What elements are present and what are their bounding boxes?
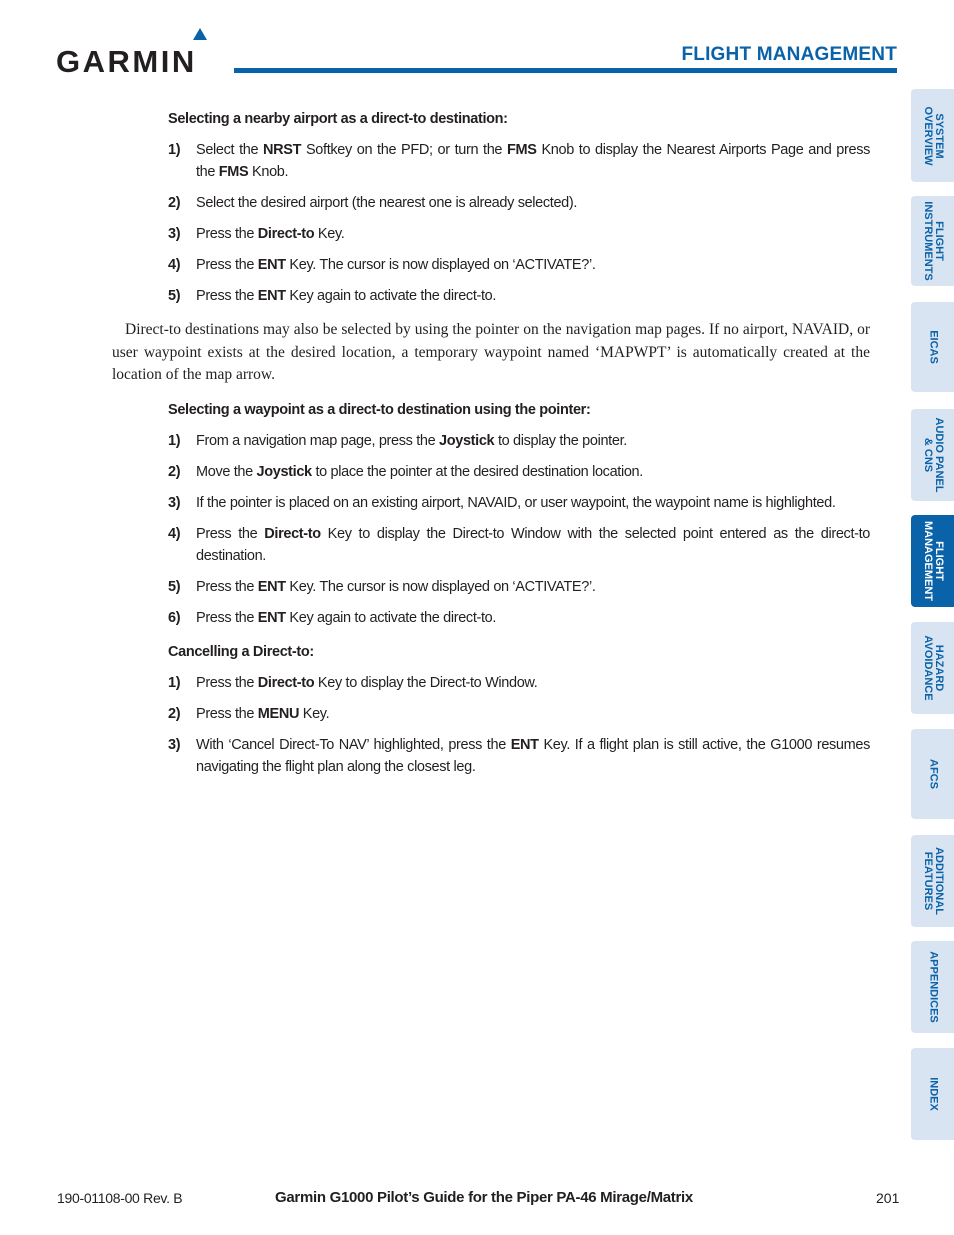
tab-label: [927, 330, 938, 364]
step-text: Key again to activate the direct-to.: [285, 288, 497, 304]
tab-label-line: INDEX: [927, 1077, 939, 1111]
step-keyword: MENU: [257, 705, 300, 722]
step-number: 5): [168, 288, 181, 304]
tab-hazard-avoidance[interactable]: [911, 622, 954, 714]
tab-eicas[interactable]: [911, 302, 954, 392]
step-item: [112, 703, 870, 725]
step-item: [112, 430, 870, 452]
tab-label: [927, 951, 938, 1023]
section-heading: Selecting a waypoint as a direct-to destination using the pointer:: [168, 401, 591, 418]
tab-label-line: HAZARD: [932, 644, 945, 692]
step-number: 5): [168, 578, 181, 595]
step-number: 1): [168, 142, 181, 158]
step-text: Select the desired airport (the nearest one is already selected).: [196, 195, 578, 211]
tab-label-line: FLIGHT: [932, 221, 945, 261]
doc-number: 190-01108-00 Rev. B: [57, 1190, 183, 1206]
tab-flight-instruments[interactable]: [911, 196, 954, 286]
step-text: Select the: [196, 142, 264, 158]
step-item: [112, 523, 870, 567]
tab-label-line: FEATURES: [921, 851, 934, 911]
step-item: [112, 461, 870, 483]
step-text: Press the: [196, 525, 265, 542]
step-item: [112, 223, 870, 245]
step-number: 1): [168, 432, 181, 449]
tab-index[interactable]: [911, 1048, 954, 1140]
tab-label: [922, 635, 944, 700]
step-number: 3): [168, 494, 181, 511]
tab-label-line: FLIGHT: [932, 541, 945, 581]
step-keyword: Direct-to: [257, 674, 315, 691]
tab-label-line: AFCS: [927, 759, 939, 789]
step-text: Key. If a flight plan is still active, the G1000 resumes navigating the flight plan along the closest leg.: [196, 736, 870, 775]
step-keyword: ENT: [257, 578, 286, 595]
step-number: 3): [168, 226, 181, 242]
step-keyword: NRST: [263, 142, 302, 158]
step-text: Key again to activate the direct-to.: [285, 609, 497, 626]
garmin-logo-mark: [56, 28, 218, 76]
tab-label-line: EICAS: [927, 330, 939, 364]
step-text: Press the: [196, 257, 258, 273]
step-text: Key to display the Direct-to Window.: [314, 674, 538, 691]
tab-label-line: AVOIDANCE: [921, 635, 934, 701]
tab-flight-management[interactable]: [911, 515, 954, 607]
step-keyword: FMS: [507, 142, 537, 158]
garmin-logo-text: GARMIN: [56, 44, 197, 76]
step-keyword: ENT: [510, 736, 539, 753]
tab-appendices[interactable]: [911, 941, 954, 1033]
step-text: Key to display the Direct-to Window with the selected point entered as the direct-to destination.: [196, 525, 870, 564]
step-item: [112, 607, 870, 629]
tab-label-line: & CNS: [921, 437, 934, 473]
step-item: [112, 576, 870, 598]
step-item: [112, 492, 870, 514]
step-text: Knob to display the Nearest Airports Page and press the: [196, 142, 871, 180]
step-text: Press the: [196, 674, 258, 691]
tab-label-line: MANAGEMENT: [921, 520, 934, 602]
step-keyword: ENT: [257, 609, 286, 626]
tab-label: [927, 1077, 938, 1111]
step-keyword: Direct-to: [257, 226, 315, 242]
step-item: [112, 139, 870, 183]
step-keyword: ENT: [257, 257, 286, 273]
step-list: [112, 139, 870, 307]
tab-label: [922, 418, 944, 493]
step-number: 4): [168, 525, 181, 542]
tab-afcs[interactable]: [911, 729, 954, 819]
step-text: Key. The cursor is now displayed on ‘ACTIVATE?’.: [285, 578, 596, 595]
step-text: Press the: [196, 226, 258, 242]
tab-label: [922, 201, 944, 280]
step-text: Press the: [196, 578, 258, 595]
step-keyword: ENT: [257, 288, 286, 304]
step-item: [112, 254, 870, 276]
tab-label-line: INSTRUMENTS: [921, 201, 934, 281]
tab-label-line: AUDIO PANEL: [932, 417, 945, 493]
step-number: 4): [168, 257, 181, 273]
step-number: 2): [168, 705, 181, 722]
step-text: Knob.: [248, 164, 289, 180]
step-text: Softkey on the PFD; or turn the: [301, 142, 508, 158]
tab-system-overview[interactable]: [911, 89, 954, 182]
step-list: [112, 430, 870, 629]
tab-label-line: ADDITIONAL: [932, 847, 945, 915]
step-text: to place the pointer at the desired destination location.: [311, 463, 643, 480]
step-text: to display the pointer.: [494, 432, 627, 449]
section-heading: Selecting a nearby airport as a direct-to destination:: [168, 111, 508, 127]
tab-audio-panel-cns[interactable]: [911, 409, 954, 501]
step-text: Move the: [196, 463, 257, 480]
step-list: [112, 672, 870, 778]
step-text: Key. The cursor is now displayed on ‘ACTIVATE?’.: [285, 257, 596, 273]
step-text: Press the: [196, 705, 258, 722]
tab-label-line: APPENDICES: [927, 951, 939, 1023]
step-keyword: Joystick: [439, 432, 495, 449]
tab-label-line: OVERVIEW: [921, 105, 934, 166]
step-number: 6): [168, 609, 181, 626]
section-title: FLIGHT MANAGEMENT: [681, 44, 897, 65]
step-item: [112, 285, 870, 307]
step-text: Press the: [196, 288, 258, 304]
step-item: [112, 192, 870, 214]
step-item: [112, 672, 870, 694]
document-title: Garmin G1000 Pilot’s Guide for the Piper PA-46 Mirage/Matrix: [275, 1189, 693, 1206]
step-text: Key.: [299, 705, 330, 722]
tab-label: [922, 847, 944, 915]
tab-label: [922, 521, 944, 601]
step-number: 1): [168, 674, 181, 691]
main-content: [112, 108, 870, 778]
step-text: With ‘Cancel Direct-To NAV’ highlighted, press the: [196, 736, 511, 753]
step-text: If the pointer is placed on an existing airport, NAVAID, or user waypoint, the waypoint name is highlighted.: [196, 494, 836, 511]
page-number: 201: [876, 1190, 900, 1206]
section-heading: Cancelling a Direct-to:: [168, 643, 314, 660]
step-keyword: FMS: [218, 164, 249, 180]
step-text: Press the: [196, 609, 258, 626]
step-keyword: Direct-to: [264, 525, 321, 542]
header-rule: [234, 68, 897, 73]
step-number: 2): [168, 463, 181, 480]
step-text: From a navigation map page, press the: [196, 432, 440, 449]
step-text: Key.: [314, 226, 345, 242]
step-item: [112, 734, 870, 778]
step-keyword: Joystick: [256, 463, 312, 480]
body-paragraph: Direct-to destinations may also be selected by using the pointer on the navigation map pages. If no airport, NAVAID, or user waypoint exists at the desired location, a temporary waypoint named ‘MAPWPT’ is automatically created at the location of the map arrow.: [112, 321, 870, 383]
tab-label: [922, 106, 944, 165]
tab-label: [927, 759, 938, 789]
tab-additional-features[interactable]: [911, 835, 954, 927]
step-number: 2): [168, 195, 181, 211]
garmin-logo: [56, 28, 218, 76]
tab-label-line: SYSTEM: [932, 112, 945, 159]
step-number: 3): [168, 736, 181, 753]
